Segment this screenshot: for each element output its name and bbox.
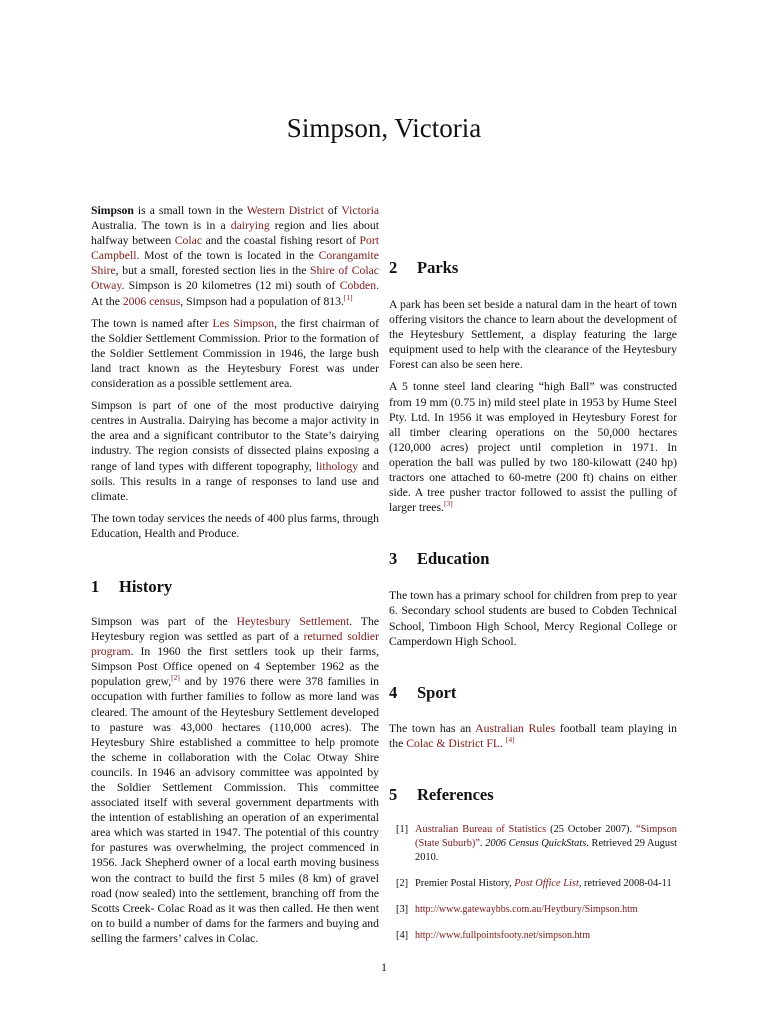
link-abs[interactable]: Australian Bureau of Statistics	[415, 823, 547, 835]
section-heading-sport	[389, 683, 677, 703]
citation-4[interactable]: [4]	[505, 734, 515, 744]
intro-paragraph-3	[91, 398, 379, 504]
text: The town has an	[389, 721, 476, 735]
reference-number: [3]	[396, 903, 409, 915]
section-number: 1	[91, 576, 100, 596]
parks-paragraph-2	[389, 379, 677, 515]
section-title: Sport	[417, 682, 457, 702]
link-lithology[interactable]: lithology	[315, 459, 359, 473]
link-2006-census[interactable]: 2006 census	[122, 294, 181, 308]
text: (25 October 2007).	[546, 823, 636, 835]
parks-paragraph-1: A park has been set beside a natural dam in the heart of town offering visitors the chance to learn about the development of the Heytesbury Settlement, a display featuring the large equipment used to help with the clearance of the Heytesbury Forest can also be seen here.	[389, 298, 677, 372]
section-heading-references	[389, 785, 677, 805]
link-dairying[interactable]: dairying	[230, 219, 270, 233]
link-fullpointsfooty-url[interactable]: http://www.fullpointsfooty.net/simpson.htm	[415, 929, 591, 941]
reference-item	[389, 877, 677, 891]
section-title: History	[119, 576, 173, 596]
text: region and lies about halfway between	[91, 219, 379, 248]
section-number: 3	[389, 549, 398, 569]
section-heading-education	[389, 549, 677, 569]
text: Australia. The town is in a	[91, 219, 231, 233]
reference-item	[389, 929, 677, 943]
text: , retrieved 2008-04-11	[578, 877, 672, 889]
reference-number: [1]	[396, 823, 409, 835]
right-column	[389, 258, 677, 955]
section-title: References	[417, 784, 494, 804]
section-number: 2	[389, 258, 398, 277]
link-simpson-state-suburb[interactable]: “Simpson (State Suburb)”	[415, 823, 677, 849]
reference-body	[415, 823, 677, 865]
link-corangamite-shire[interactable]: Corangamite Shire	[91, 249, 379, 278]
text: Simpson is part of one of the most productive dairying centres in Australia. Dairying has become a major activity in the area and a significant contributor to the State’s dairying industry. The region consists of dissected plains exposing a range of land types with different topography,	[91, 399, 379, 473]
link-shire-of-colac-otway[interactable]: Shire of Colac Otway	[91, 264, 379, 293]
link-colac-district-fl[interactable]: Colac & District FL	[406, 736, 501, 750]
citation-2[interactable]: [2]	[171, 673, 180, 683]
link-les-simpson[interactable]: Les Simpson	[212, 316, 275, 330]
reference-number: [4]	[396, 929, 409, 941]
intro-paragraph-2	[91, 316, 379, 391]
intro-paragraph-4: The town today services the needs of 400 plus farms, through Education, Health and Produce.	[91, 511, 379, 540]
reference-number: [2]	[396, 877, 409, 889]
section-title: Education	[417, 549, 490, 569]
reference-item	[389, 903, 677, 917]
left-column	[91, 203, 379, 953]
reference-item	[389, 823, 677, 865]
text: , the first chairman of the Soldier Settlement Commission. Prior to the formation of the Soldier Settlement Commission in 1946, the large bush land tract known as the Heytesbury Forest was under consideration as a possible settlement area.	[91, 316, 380, 391]
text: . The Heytesbury region was settled as part of a	[91, 614, 379, 644]
intro-paragraph-1	[91, 203, 379, 309]
text: and the coastal fishing resort of	[202, 234, 360, 248]
link-heytesbury-settlement[interactable]: Heytesbury Settlement	[236, 614, 350, 628]
text: .	[479, 837, 486, 849]
link-western-district[interactable]: Western District	[246, 204, 324, 217]
text: football team playing in the	[389, 721, 677, 750]
section-heading-parks	[389, 258, 677, 278]
text: . Simpson is 20 kilometres (12 mi) south of	[121, 279, 340, 293]
text: and soils. This results in a range of responses to land use and climate.	[91, 459, 379, 503]
section-title: Parks	[417, 258, 459, 277]
text: . Most of the town is located in the	[136, 249, 319, 263]
text: , but a small, forested section lies in the	[115, 264, 311, 278]
text: A 5 tonne steel land clearing “high Ball” was constructed from 19 mm (0.75 in) mild steel plate in 1953 by Hume Steel Pty. Ltd. In 1956 it was employed in Heytesbury Forest for all timber clearing operations on the 50,000 hectares (120,000 acres) project until completion in 1971. In operation the ball was pulled by two 180-kilowatt (240 hp) tractors one attached to 60-metre (200 ft) chains on either side. A tree pusher tractor followed to assist the pulling of larger trees.	[389, 380, 677, 515]
text: Premier Postal History,	[415, 877, 515, 889]
section-heading-history	[91, 577, 379, 597]
section-number: 5	[389, 784, 398, 804]
text: . In 1960 the first settlers took up their farms, Simpson Post Office opened on 4 September 1962 as the population grew,	[91, 645, 379, 689]
link-victoria[interactable]: Victoria	[341, 204, 380, 217]
text: . At the	[91, 279, 379, 308]
text: and by 1976 there were 378 families in occupation with further families to follow as more land was cleared. The amount of the Heytesbury Settlement developed to pasture was 43,000 hectares (110,000 acres). The Heytesbury Shire established a committee to help promote the scheme in collaboration with the Colac Otway Shire councils. In 1946 an advisory committee was appointed by the Soldier Settlement Commission. This committee associated itself with several government departments with the intention of establishing an operation of an experimental area which was started in 1947. The potential of this country for pastures was overwhelming, the project commenced in 1956. Jack Shepherd owner of a local earth moving business won the contract to build the first 5 miles (8 km) of gravel road (now sealed) into the settlement, branching off from the Scotts Creek- Colac Road as it was then called. He then went on to build a number of dams for the farmers and buying and selling the farmers’ calves in Colac.	[91, 675, 379, 945]
subject-bold: Simpson	[91, 204, 134, 217]
text: is a small town in the	[133, 204, 247, 217]
text: of	[323, 204, 342, 217]
section-number: 4	[389, 682, 398, 702]
link-australian-rules[interactable]: Australian Rules	[475, 721, 556, 735]
link-post-office-list[interactable]: Post Office List	[514, 877, 579, 889]
text: . Retrieved 29 August 2010.	[415, 837, 677, 863]
text: Simpson was part of the	[91, 614, 237, 628]
link-returned-soldier-program[interactable]: returned soldier program	[91, 630, 380, 659]
text: .	[500, 736, 506, 750]
link-port-campbell[interactable]: Port Campbell	[91, 234, 379, 263]
education-paragraph: The town has a primary school for children from prep to year 6. Secondary school students are bused to Cobden Technical School, Timboon High School, Mercy Regional College or Camperdown High School.	[389, 589, 677, 648]
references-list	[389, 823, 677, 943]
publication-title: 2006 Census QuickStats	[485, 837, 587, 849]
sport-paragraph	[389, 721, 677, 751]
page-number: 1	[381, 960, 387, 974]
link-cobden[interactable]: Cobden	[339, 279, 377, 293]
link-colac[interactable]: Colac	[174, 234, 203, 248]
history-paragraph	[91, 614, 379, 946]
reference-body	[415, 877, 677, 891]
page-title: Simpson, Victoria	[286, 113, 482, 143]
link-gatewaybbs-url[interactable]: http://www.gatewaybbs.com.au/Heytbury/Simpson.htm	[415, 903, 638, 915]
text: The town is named after	[91, 316, 213, 330]
text: , Simpson had a population of 813.	[180, 294, 344, 308]
citation-1[interactable]: [1]	[343, 292, 353, 302]
citation-3[interactable]: [3]	[443, 499, 453, 509]
